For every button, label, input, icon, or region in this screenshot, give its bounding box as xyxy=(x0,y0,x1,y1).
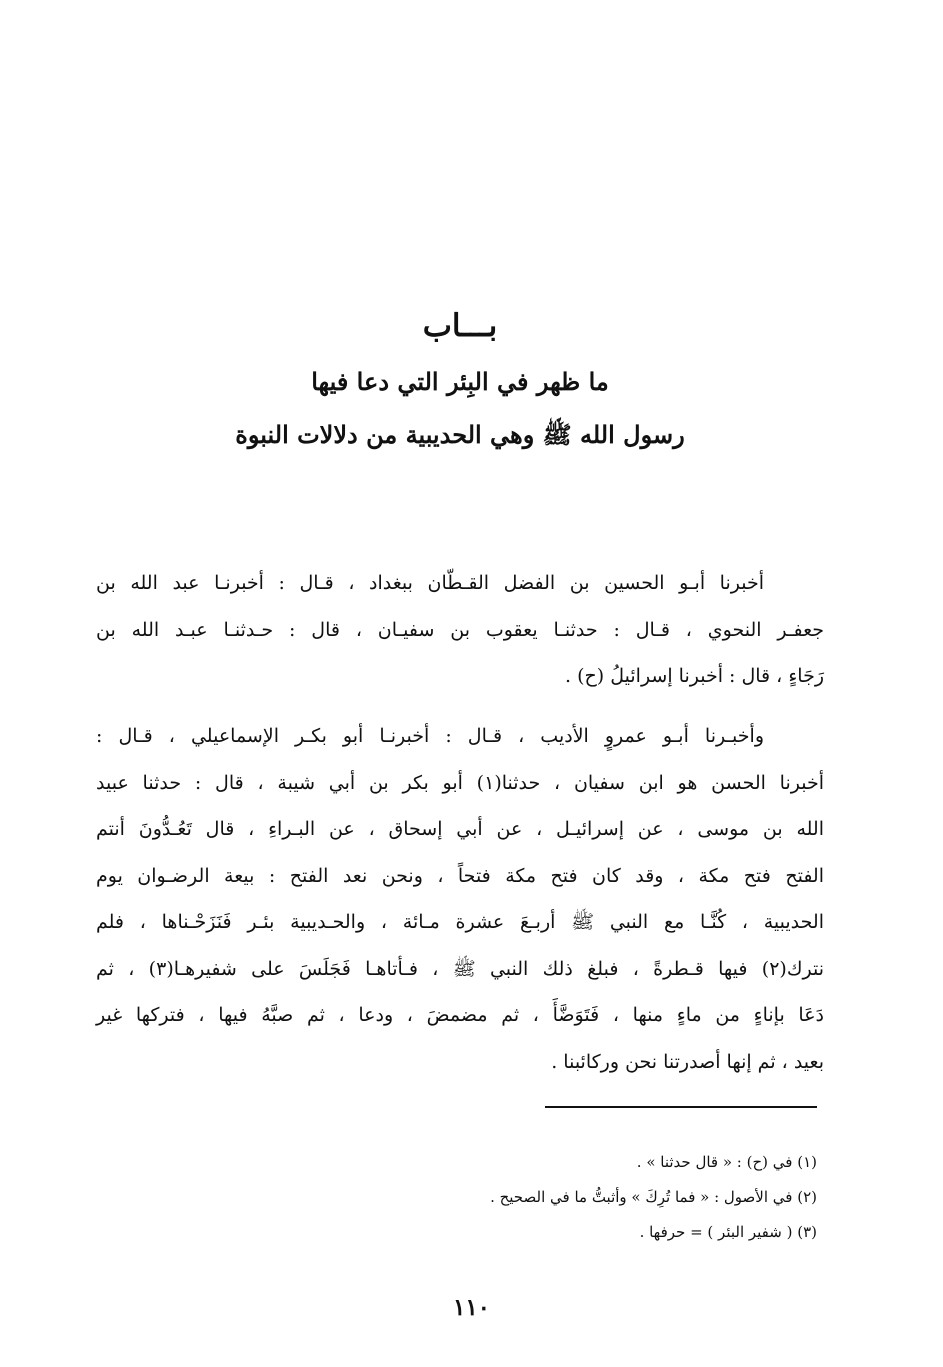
paragraph-2 xyxy=(96,713,824,1085)
paragraph-line: الحديبية ، كُنَّـا مع النبي ﷺ أربـعَ عشرة مـائة ، والحـديبية بئـر فَنَزَحْـناها ، فلم xyxy=(96,911,824,933)
paragraph-line: جعفـر النحوي ، قـال : حدثنـا يعقوب بن سفيـان ، قال : حـدثنـا عبـد الله بن xyxy=(96,618,824,641)
footnote-2: (٢) في الأصول : « فما تُرِكَ » وأثبتُّ ما في الصحيح . xyxy=(490,1188,817,1206)
page-number: ١١٠ xyxy=(452,1294,491,1321)
footnote-1: (١) في (ح) : « قال حدثنا » . xyxy=(636,1153,817,1171)
footnotes xyxy=(300,1145,817,1250)
paragraph-line: رَجَاءٍ ، قال : أخبرنا إسرائيلُ (ح) . xyxy=(565,665,824,687)
paragraph-line: وأخبـرنا أبـو عمروٍ الأديب ، قـال : أخبرنـا أبو بكـر الإسماعيلي ، قـال : xyxy=(96,725,764,747)
paragraph-line: دَعَا بإناءٍ من ماءٍ منها ، فَتَوَضَّأَ ، ثم مضمضَ ، ودعا ، ثم صبَّهُ فيها ، فتركها غير xyxy=(96,1004,824,1026)
chapter-title-line-1: ما ظهر في البِئر التي دعا فيها xyxy=(311,367,609,396)
paragraph-line: أخبرنا أبـو الحسين بن الفضل القـطّان ببغداد ، قـال : أخبرنـا عبد الله بن xyxy=(96,572,764,594)
paragraph-line: الفتح فتح مكة ، وقد كان فتح مكة فتحاً ، ونحن نعد الفتح : بيعة الرضـوان يوم xyxy=(96,864,824,887)
footnote-divider xyxy=(545,1106,817,1108)
footnote-3: (٣) ( شفير البئر ) = حرفها . xyxy=(639,1223,817,1241)
paragraph-line: الله بن موسى ، عن إسرائيـل ، عن أبي إسحاق ، عن البـراءِ ، قال تَعُـدُّونَ أنتم xyxy=(96,818,824,840)
paragraph-line: بعيد ، ثم إنها أصدرتنا نحن وركائبنا . xyxy=(551,1050,824,1073)
paragraph-1 xyxy=(96,560,824,700)
paragraph-line: أخبرنا الحسن هو ابن سفيان ، حدثنا(١) أبو بكر بن أبي شيبة ، قال : حدثنا عبيد xyxy=(96,771,824,794)
chapter-title-line-2: رسول الله ﷺ وهي الحديبية من دلالات النبوة xyxy=(235,420,685,449)
chapter-heading: بـــاب xyxy=(422,308,498,344)
paragraph-line: نترك(٢) فيها قـطرةً ، فبلغ ذلك النبي ﷺ ، فـأتاهـا فَجَلَسَ على شفيرهـا(٣) ، ثم xyxy=(96,957,824,980)
